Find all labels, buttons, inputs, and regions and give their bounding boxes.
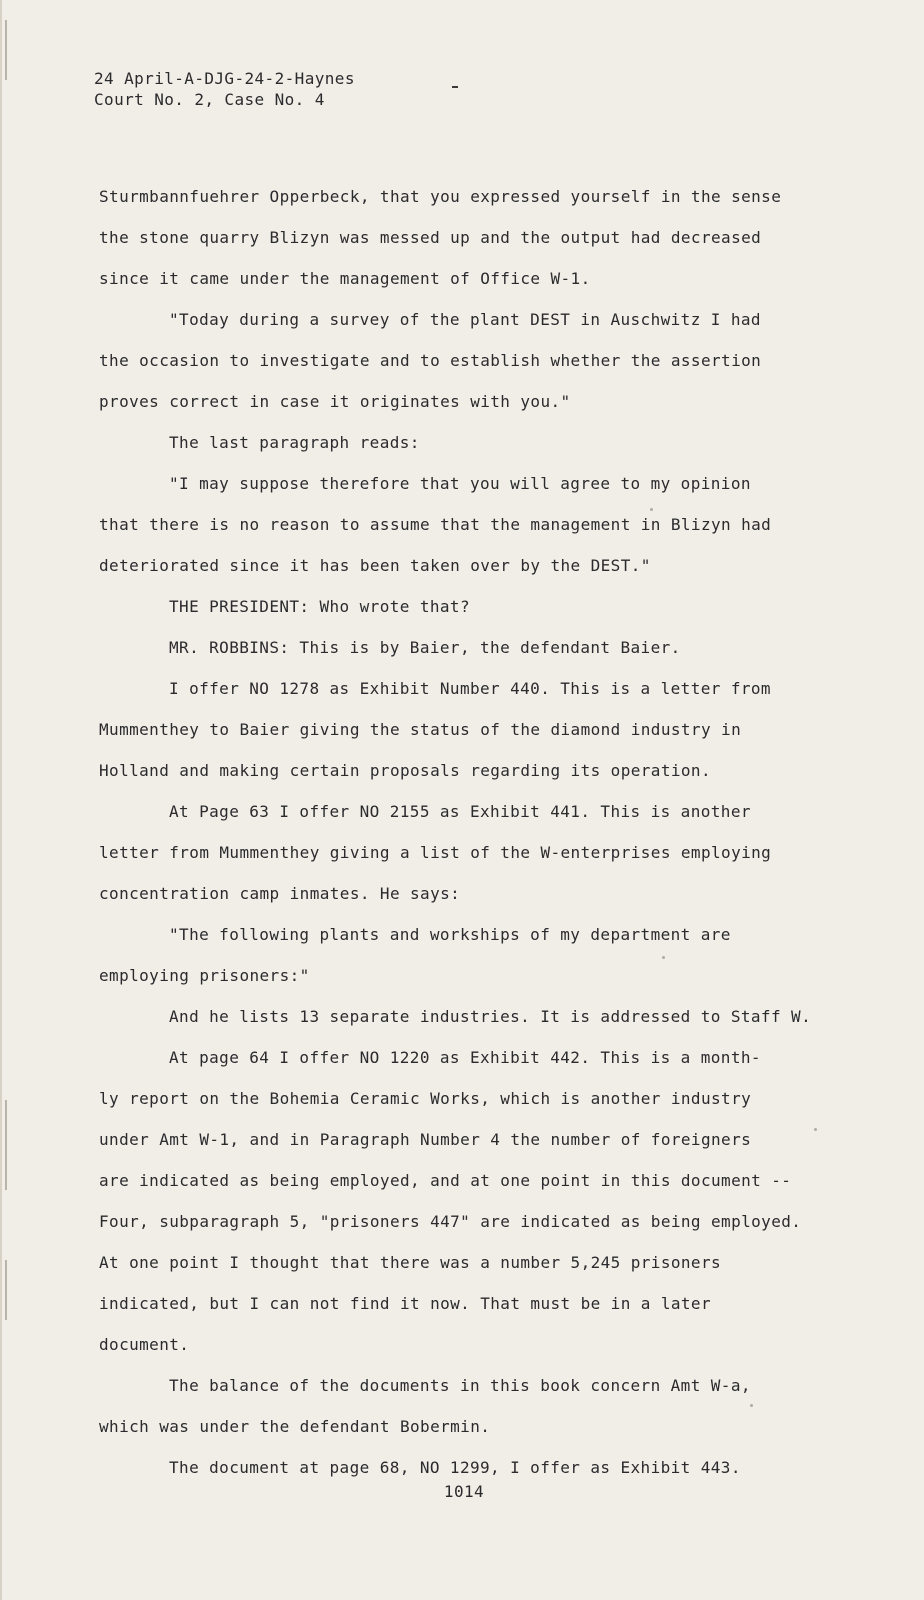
transcript-line: The balance of the documents in this book concern Amt W-a, <box>169 1376 751 1395</box>
transcript-line: under Amt W-1, and in Paragraph Number 4 the number of foreigners <box>99 1130 752 1149</box>
transcript-line: that there is no reason to assume that the management in Blizyn had <box>99 515 772 534</box>
transcript-line: are indicated as being employed, and at one point in this document -- <box>99 1171 792 1190</box>
transcript-line: At one point I thought that there was a number 5,245 prisoners <box>99 1253 722 1272</box>
transcript-line: proves correct in case it originates with you." <box>99 392 571 411</box>
document-header <box>94 68 355 110</box>
transcript-line: document. <box>99 1335 190 1354</box>
transcript-line: Holland and making certain proposals regarding its operation. <box>99 761 712 780</box>
transcript-line: ly report on the Bohemia Ceramic Works, which is another industry <box>99 1089 752 1108</box>
transcript-line: Mummenthey to Baier giving the status of the diamond industry in <box>99 720 742 739</box>
transcript-line: indicated, but I can not find it now. That must be in a later <box>99 1294 712 1313</box>
transcript-line: At page 64 I offer NO 1220 as Exhibit 442. This is a month- <box>169 1048 761 1067</box>
transcript-line: deteriorated since it has been taken over by the DEST." <box>99 556 651 575</box>
transcript-line: "The following plants and workships of my department are <box>169 925 731 944</box>
transcript-line: MR. ROBBINS: This is by Baier, the defendant Baier. <box>169 638 681 657</box>
transcript-line: the occasion to investigate and to establish whether the assertion <box>99 351 762 370</box>
page-number: 1014 <box>443 1482 485 1501</box>
header-line: Court No. 2, Case No. 4 <box>94 90 325 109</box>
transcript-line: employing prisoners:" <box>99 966 310 985</box>
page-edge-mark <box>5 1100 7 1190</box>
page-edge-mark <box>5 20 7 80</box>
transcript-line: "I may suppose therefore that you will agree to my opinion <box>169 474 751 493</box>
transcript-line: I offer NO 1278 as Exhibit Number 440. This is a letter from <box>169 679 771 698</box>
transcript-line: At Page 63 I offer NO 2155 as Exhibit 441. This is another <box>169 802 751 821</box>
paper-speck <box>814 1128 817 1131</box>
transcript-line: And he lists 13 separate industries. It is addressed to Staff W. <box>169 1007 812 1026</box>
paper-speck <box>750 1404 753 1407</box>
paper-speck <box>662 956 665 959</box>
transcript-line: since it came under the management of Office W-1. <box>99 269 591 288</box>
stray-mark <box>452 86 458 88</box>
transcript-body <box>99 186 839 1498</box>
transcript-line: concentration camp inmates. He says: <box>99 884 461 903</box>
page-edge-mark <box>5 1260 7 1320</box>
header-line: 24 April-A-DJG-24-2-Haynes <box>94 69 355 88</box>
transcript-line: The last paragraph reads: <box>169 433 420 452</box>
transcript-line: which was under the defendant Bobermin. <box>99 1417 491 1436</box>
transcript-line: Sturmbannfuehrer Opperbeck, that you expressed yourself in the sense <box>99 187 782 206</box>
transcript-line: Four, subparagraph 5, "prisoners 447" are indicated as being employed. <box>99 1212 802 1231</box>
transcript-line: the stone quarry Blizyn was messed up and the output had decreased <box>99 228 762 247</box>
transcript-line: The document at page 68, NO 1299, I offer as Exhibit 443. <box>169 1458 741 1477</box>
transcript-line: THE PRESIDENT: Who wrote that? <box>169 597 470 616</box>
transcript-line: letter from Mummenthey giving a list of the W-enterprises employing <box>99 843 772 862</box>
paper-speck <box>650 508 653 511</box>
transcript-line: "Today during a survey of the plant DEST in Auschwitz I had <box>169 310 761 329</box>
